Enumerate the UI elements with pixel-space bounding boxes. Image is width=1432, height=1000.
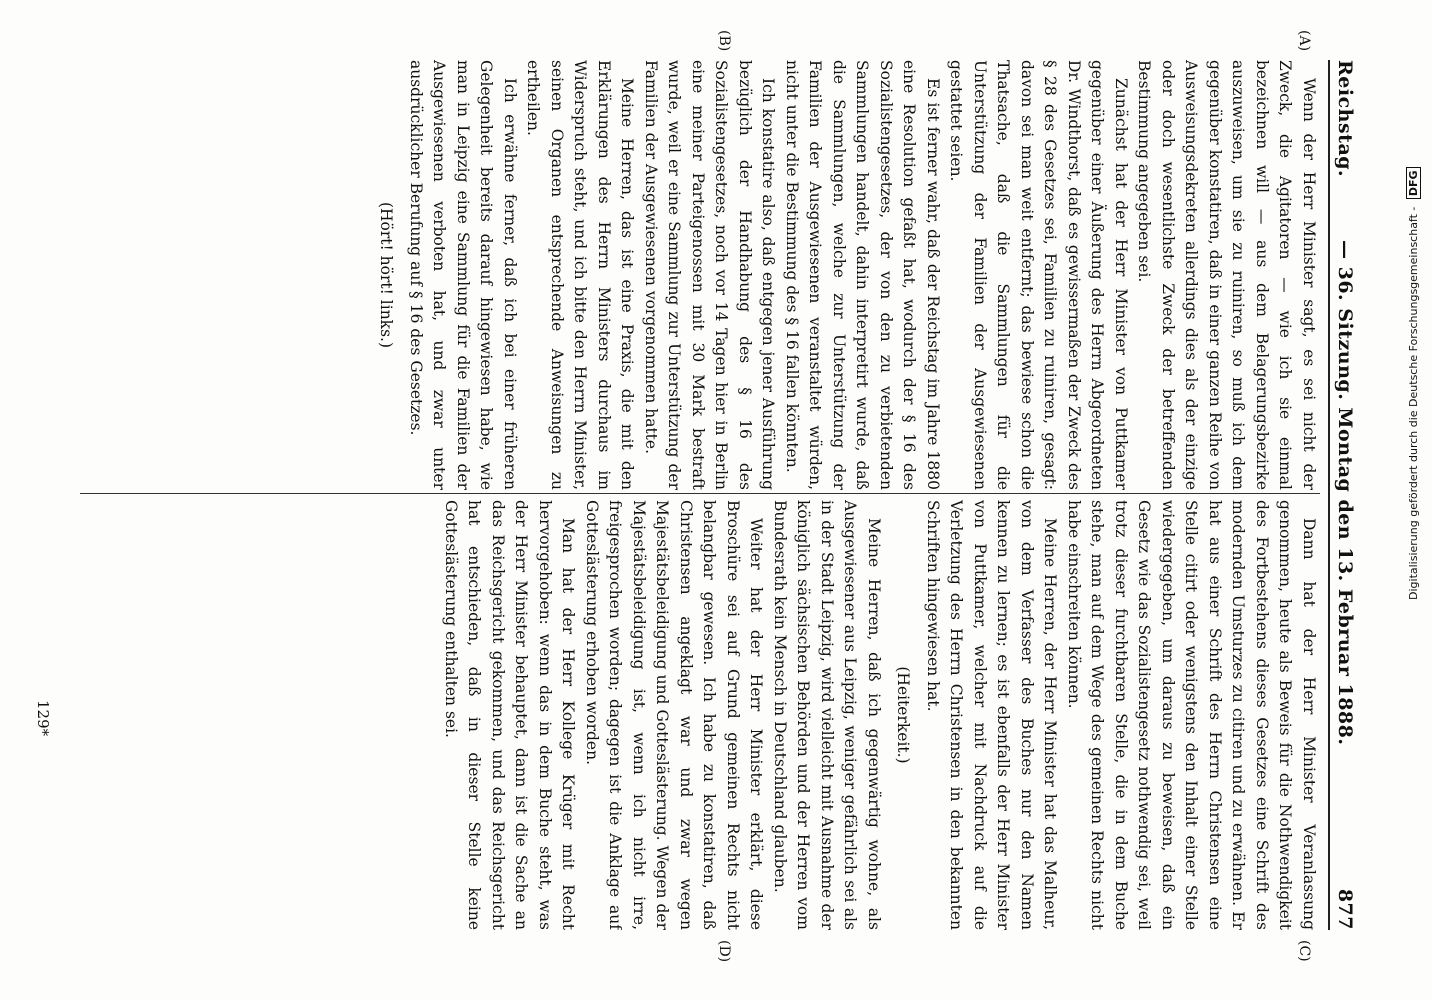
paragraph: Weiter hat der Herr Minister erklärt, diese Broschüre sei auf Grund gemeinen Rechts nicht belangbar gewesen. Ich habe zu konstatiren, daß Christensen angeklagt war und zwar wegen Majestätsbeleidigung und Gotteslästerung. Wegen der Majestätsbeleidigung ist, wenn ich nicht irre, freigesprochen worden; dagegen ist die Anklage auf Gotteslästerung erhoben worden. bbox=[583, 500, 766, 930]
paragraph: Dann hat der Herr Minister Veranlassung genommen, heute als Beweis für die Nothwendigkeit des Fortbestehens dieses Gesetzes eine Schrift des modernden Umsturzes zu citiren und zu erwähnen. Er hat aus einer Schrift des Herrn Christensen eine Stelle citirt oder wenigstens den Inhalt einer Stelle wiedergegeben, um daraus zu beweisen, daß ein Gesetz wie das Sozialistengesetz nothwendig sei, weil trotz dieser furchtbaren Stelle, die in dem Buche stehe, man auf dem Wege des gemeinen Rechts nicht habe einschreiten können. bbox=[1065, 500, 1318, 930]
header-page-number: 877 bbox=[1334, 888, 1356, 930]
digitization-footer bbox=[1406, 167, 1421, 600]
margin-marker-d: (D) bbox=[716, 940, 732, 963]
running-header bbox=[1332, 60, 1356, 930]
column-divider bbox=[80, 493, 1320, 494]
bottom-page-number: 129* bbox=[34, 700, 52, 737]
interjection: (Heiterkeit.) bbox=[894, 666, 913, 764]
paragraph: Meine Herren, der Herr Minister hat das Malheur, von dem Verfasser des Buches nur den Namen kennen zu lernen; es ist ebenfalls der Herr Minister von Puttkamer, welcher mit Nachdruck auf die Verletzung des Herrn Christensen in den bekannten Schriften hingewiesen hat. bbox=[924, 500, 1060, 930]
margin-marker-a: (A) bbox=[1296, 30, 1312, 52]
interjection: (Hört! hört! links.) bbox=[377, 201, 396, 349]
header-left: Reichstag. bbox=[1334, 60, 1356, 178]
footer-text: Digitalisierung gefördert durch die Deutsche Forschungsgemeinschaft - bbox=[1407, 206, 1420, 600]
paragraph: Meine Herren, daß ich gegenwärtig wohne, als Ausgewiesener aus Leipzig, weniger gefährlich sei als in der Stadt Leipzig, wird vielleicht mit Ausnahme der königlich sächsischen Behörden und der Herren vom Bundesrath kein Mensch in Deutschland glauben. bbox=[771, 500, 883, 930]
dfg-logo: DFG bbox=[1406, 167, 1421, 199]
paragraph: Man hat der Herr Kollege Krüger mit Recht hervorgehoben: wenn das in dem Buche steht, was der Herr Minister behauptet, dann ist die Sache an das Reichsgericht gekommen, und das Reichsgericht hat entschieden, daß in dieser Stelle keine Gotteslästerung enthalten sei. bbox=[442, 500, 578, 930]
paragraph: Zunächst hat der Herr Minister von Puttkamer gegenüber einer Äußerung des Herrn Abgeordneten Dr. Windthorst, daß es gewissermaßen der Zweck des § 28 des Gesetzes sei, Familien zu ruiniren, gesagt: davon sei man weit entfernt; das bewiese schon die Thatsache, daß die Sammlungen für die Unterstützung der Familien der Ausgewiesenen gestattet seien. bbox=[947, 60, 1130, 490]
paragraph: Es ist ferner wahr, daß der Reichstag im Jahre 1880 eine Resolution gefaßt hat, wodurch der § 16 des Sozialistengesetzes, der von den zu verbietenden Sammlungen handelt, dahin interpretirt wurde, daß die Sammlungen, welche zur Unterstützung der Familien der Ausgewiesenen veranstaltet würden, nicht unter die Bestimmung des § 16 fallen könnten. bbox=[783, 60, 942, 490]
paragraph: Wenn der Herr Minister sagt, es sei nicht der Zweck, die Agitatoren — wie ich sie einmal bezeichnen will — aus dem Belagerungsbezirke auszuweisen, um sie zu ruiniren, so muß ich dem gegenüber konstatiren, daß in einer ganzen Reihe von Ausweisungsdekreten allerdings dies als der einzige oder doch wesentlichste Zweck der betreffenden Bestimmung angegeben sei. bbox=[1135, 60, 1318, 490]
margin-marker-c: (C) bbox=[1296, 940, 1312, 962]
text-column-left bbox=[80, 60, 1320, 490]
paragraph: Ich erwähne ferner, daß ich bei einer früheren Gelegenheit bereits darauf hingewiesen habe, wie man in Leipzig eine Sammlung für die Familien der Ausgewiesenen verboten hat, und zwar unter ausdrücklicher Berufung auf § 16 des Gesetzes. bbox=[407, 60, 519, 490]
header-center: — 36. Sitzung. Montag den 13. Februar 1888. bbox=[1334, 240, 1356, 746]
text-column-right bbox=[80, 500, 1320, 930]
header-rule bbox=[1328, 60, 1330, 930]
paragraph: Ich konstatire also, daß entgegen jener Ausführung bezüglich der Handhabung des § 16 des Sozialistengesetzes, noch vor 14 Tagen hier in Berlin eine meiner Parteigenossen mit 30 Mark bestraft wurde, weil er eine Sammlung zur Unterstützung der Familien der Ausgewiesenen vorgenommen hatte. bbox=[642, 60, 778, 490]
margin-marker-b: (B) bbox=[716, 30, 732, 52]
paragraph: Meine Herren, das ist eine Praxis, die mit den Erklärungen des Herrn Ministers durchaus im Widerspruch steht, und ich bitte den Herrn Minister, seinen Organen entsprechende Anweisungen zu ertheilen. bbox=[524, 60, 637, 490]
